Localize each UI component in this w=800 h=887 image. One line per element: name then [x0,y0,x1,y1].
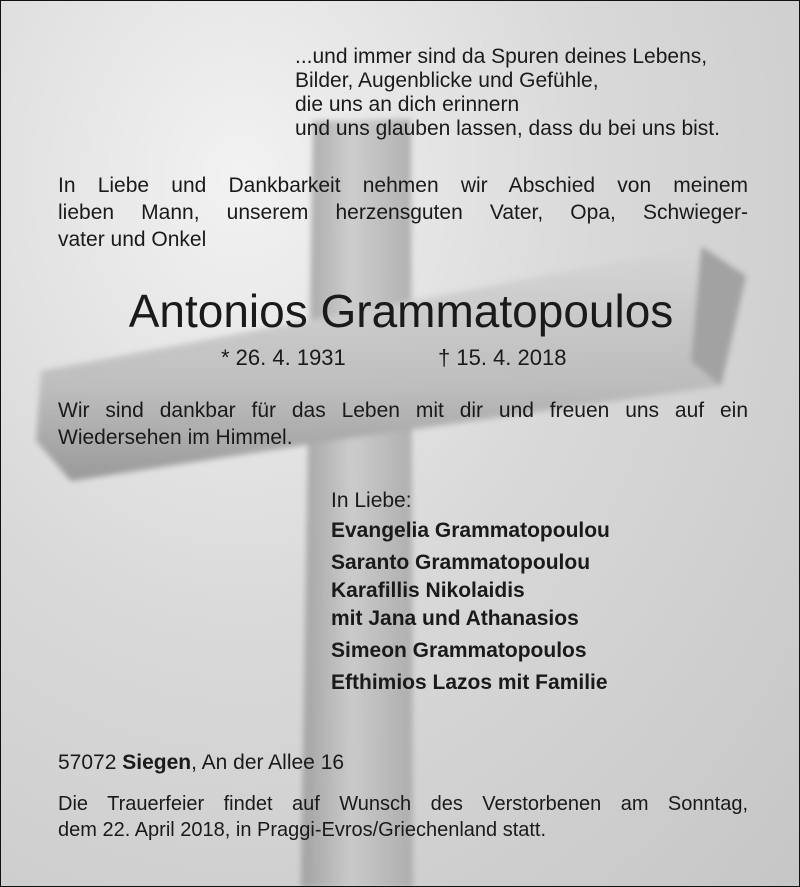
address-street: , An der Allee 16 [191,751,345,774]
death-date: † 15. 4. 2018 [438,345,567,370]
mourners-signature [331,489,751,699]
mourner-name: mit Jana und Athanasios [331,607,579,630]
thanks-line: Wiedersehen im Himmel. [58,426,293,449]
deceased-name: Antonios Grammatopoulos [128,285,674,337]
poem-verse [295,45,765,141]
intro-paragraph [58,174,748,255]
mourner-name: Efthimios Lazos mit Familie [331,671,608,694]
poem-line: die uns an dich erinnern [295,93,520,116]
funeral-note-line: dem 22. April 2018, in Praggi-Evros/Griechenland statt. [58,819,547,841]
poem-line: Bilder, Augenblicke und Gefühle, [295,69,599,92]
intro-line: lieben Mann, unserem herzensguten Vater, Opa, Schwieger- [58,201,748,224]
intro-line: vater und Onkel [58,228,207,251]
birth-date: * 26. 4. 1931 [221,345,346,370]
address-city: Siegen [122,751,192,774]
address [58,751,344,775]
thanks-paragraph [58,399,748,453]
funeral-note [58,791,748,843]
mourner-name: Evangelia Grammatopoulou [331,519,610,542]
poem-line: ...und immer sind da Spuren deines Lebens, [295,45,708,68]
intro-line: In Liebe und Dankbarkeit nehmen wir Abschied von meinem [58,174,748,197]
mourner-name: Saranto Grammatopoulou [331,551,591,574]
signature-lead: In Liebe: [331,489,412,512]
thanks-line: Wir sind dankbar für das Leben mit dir und freuen uns auf ein [58,399,748,422]
mourner-name: Karafillis Nikolaidis [331,579,525,602]
mourner-name: Simeon Grammatopoulos [331,639,587,662]
address-postcode: 57072 [58,751,117,774]
poem-line: und uns glauben lassen, dass du bei uns bist. [295,117,720,140]
funeral-note-line: Die Trauerfeier findet auf Wunsch des Verstorbenen am Sonntag, [58,793,748,815]
